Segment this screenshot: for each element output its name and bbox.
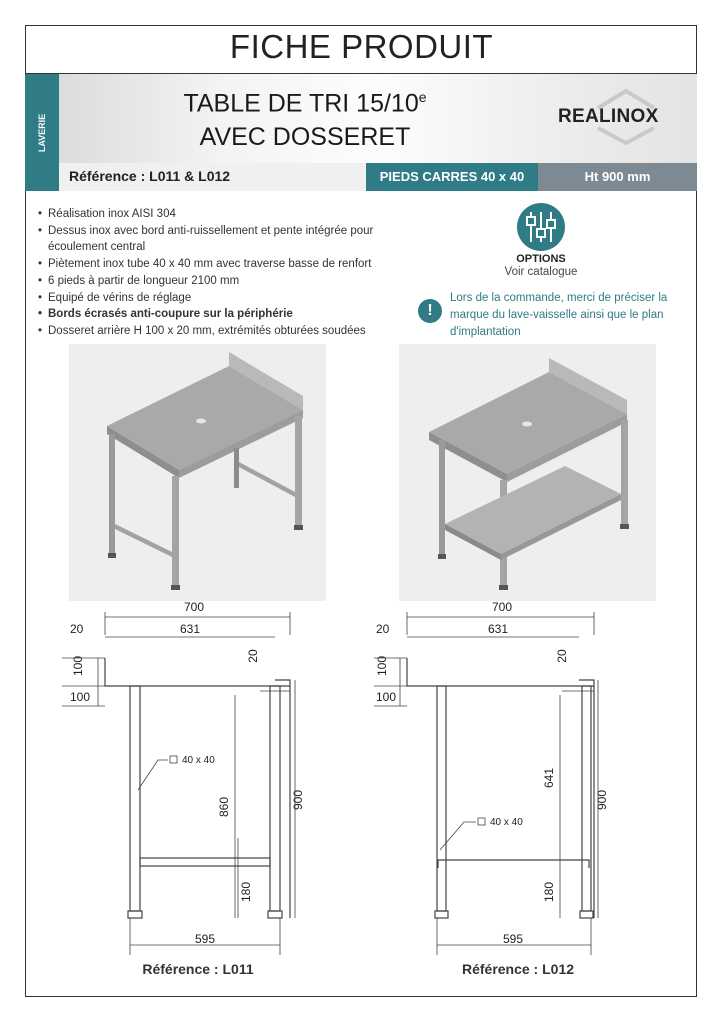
product-photo-l012 bbox=[399, 344, 656, 601]
feet-badge: PIEDS CARRES 40 x 40 bbox=[366, 163, 538, 191]
product-title-sup: e bbox=[418, 89, 427, 105]
feature-item: • Piètement inox tube 40 x 40 mm avec traverse basse de renfort bbox=[38, 256, 410, 273]
dim-edge: 20 bbox=[70, 622, 84, 636]
feature-list bbox=[38, 206, 410, 340]
brand-name: REALINOX bbox=[558, 106, 659, 127]
technical-drawing-l012 bbox=[372, 600, 632, 960]
feature-item: • 6 pieds à partir de longueur 2100 mm bbox=[38, 273, 410, 290]
product-title-line2: AVEC DOSSERET bbox=[199, 123, 411, 152]
dim-leg-span: 595 bbox=[502, 932, 524, 946]
page-title: FICHE PRODUIT bbox=[229, 28, 494, 65]
dim-inner-width: 631 bbox=[487, 622, 509, 636]
feature-item: • Réalisation inox AISI 304 bbox=[38, 206, 410, 223]
dim-backsplash-t: 20 bbox=[555, 649, 569, 663]
product-photo-l011 bbox=[69, 344, 326, 601]
options-label: OPTIONS bbox=[516, 253, 566, 265]
dim-backsplash-h: 100 bbox=[375, 655, 389, 677]
feature-item: • Equipé de vérins de réglage bbox=[38, 290, 410, 307]
dim-inner-width: 631 bbox=[179, 622, 201, 636]
dim-front-h: 100 bbox=[376, 690, 397, 704]
dim-leg-h: 860 bbox=[217, 796, 231, 818]
order-notice: Lors de la commande, merci de préciser la marque du lave-vaisselle ainsi que le plan d'implantation bbox=[450, 292, 668, 338]
technical-drawing-l011 bbox=[60, 600, 320, 960]
options-sublabel: Voir catalogue bbox=[504, 266, 578, 278]
dim-shelf-h: 641 bbox=[542, 767, 556, 789]
product-title bbox=[125, 80, 485, 154]
dim-leg-span: 595 bbox=[194, 932, 216, 946]
dim-backsplash-t: 20 bbox=[246, 649, 260, 663]
feature-item: • Dosseret arrière H 100 x 20 mm, extrémités obturées soudées bbox=[38, 323, 410, 340]
drawing-caption-l012: Référence : L012 bbox=[461, 961, 575, 977]
feature-item: • Dessus inox avec bord anti-ruissellement et pente intégrée pour écoulement central bbox=[38, 223, 410, 256]
reference-bar bbox=[59, 163, 366, 191]
dim-front-h: 100 bbox=[70, 690, 91, 704]
dim-total-width: 700 bbox=[183, 600, 205, 614]
drawing-caption-l011: Référence : L011 bbox=[142, 961, 254, 977]
exclamation-icon: ! bbox=[418, 299, 442, 323]
product-title-line1: TABLE DE TRI 15/10 bbox=[183, 89, 419, 118]
options-icon[interactable] bbox=[517, 203, 565, 251]
brand-logo bbox=[556, 86, 696, 148]
dim-rail-h: 180 bbox=[239, 881, 253, 903]
dim-total-h: 900 bbox=[291, 789, 305, 811]
dim-total-width: 700 bbox=[491, 600, 513, 614]
options-text bbox=[480, 253, 602, 278]
category-tab-label: LAVERIE bbox=[37, 113, 47, 152]
reference-text: Référence : L011 & L012 bbox=[69, 168, 231, 184]
feature-item: • Bords écrasés anti-coupure sur la périphérie bbox=[38, 306, 410, 323]
dim-backsplash-h: 100 bbox=[71, 655, 85, 677]
dim-tube: 40 x 40 bbox=[490, 817, 523, 828]
dim-edge: 20 bbox=[376, 622, 390, 636]
dim-tube: 40 x 40 bbox=[182, 755, 215, 766]
height-badge: Ht 900 mm bbox=[538, 163, 697, 191]
dim-total-h: 900 bbox=[595, 789, 609, 811]
category-tab bbox=[25, 74, 59, 191]
dim-rail-h: 180 bbox=[542, 881, 556, 903]
